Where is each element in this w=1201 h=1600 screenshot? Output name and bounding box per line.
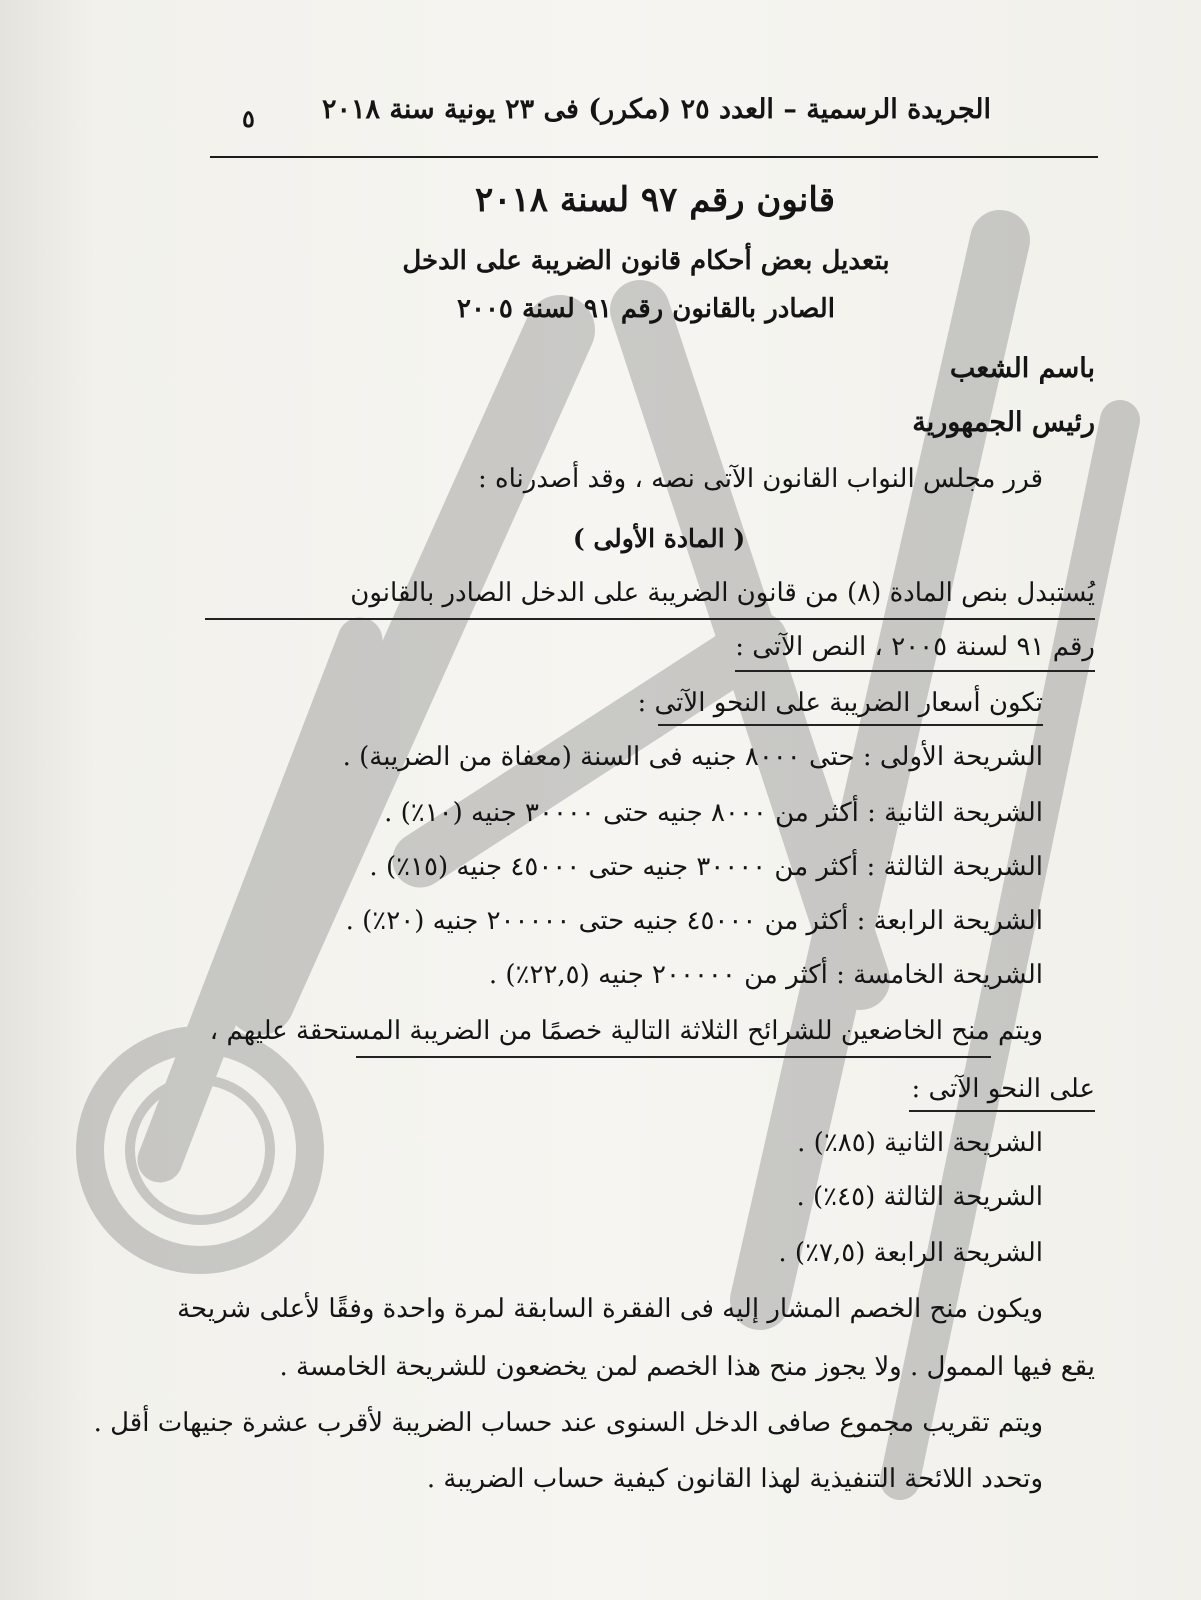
discount-bracket-2: الشريحة الثالثة (٤٥٪) . bbox=[796, 1182, 1043, 1212]
discount-bracket-3: الشريحة الرابعة (٧,٥٪) . bbox=[778, 1238, 1043, 1268]
regulations-paragraph: وتحدد اللائحة التنفيذية لهذا القانون كيفية حساب الضريبة . bbox=[426, 1464, 1043, 1494]
gazette-header: الجريدة الرسمية – العدد ٢٥ (مكرر) فى ٢٣ يونية سنة ٢٠١٨ bbox=[322, 94, 991, 125]
rates-intro: تكون أسعار الضريبة على النحو الآتى : bbox=[637, 688, 1043, 718]
underline-2 bbox=[735, 670, 1095, 672]
bracket-line-3: الشريحة الثالثة : أكثر من ٣٠٠٠٠ جنيه حتى ٤٥٠٠٠ جنيه (١٥٪) . bbox=[369, 852, 1043, 882]
article-heading: ( المادة الأولى ) bbox=[572, 524, 746, 553]
underline-1 bbox=[205, 618, 1095, 620]
underline-4 bbox=[356, 1056, 991, 1058]
once-paragraph-line-1: ويكون منح الخصم المشار إليه فى الفقرة السابقة لمرة واحدة وفقًا لأعلى شريحة bbox=[177, 1294, 1043, 1324]
article-paragraph-line-1: يُستبدل بنص المادة (٨) من قانون الضريبة على الدخل الصادر بالقانون bbox=[350, 578, 1095, 608]
discount-line-1: ويتم منح الخاضعين للشرائح الثلاثة التالية خصمًا من الضريبة المستحقة عليهم ، bbox=[209, 1016, 1043, 1046]
bracket-line-1: الشريحة الأولى : حتى ٨٠٠٠ جنيه فى السنة (معفاة من الضريبة) . bbox=[342, 742, 1043, 772]
bracket-line-5: الشريحة الخامسة : أكثر من ٢٠٠٠٠٠ جنيه (٢٢,٥٪) . bbox=[488, 960, 1043, 990]
underline-3 bbox=[658, 724, 1043, 726]
page-number: ٥ bbox=[242, 104, 255, 133]
once-paragraph-line-2: يقع فيها الممول . ولا يجوز منح هذا الخصم لمن يخضعون للشريحة الخامسة . bbox=[279, 1352, 1095, 1382]
president-heading: رئيس الجمهورية bbox=[912, 407, 1095, 438]
law-title: قانون رقم ٩٧ لسنة ٢٠١٨ bbox=[474, 180, 836, 220]
header-divider bbox=[210, 156, 1098, 158]
article-paragraph-line-2: رقم ٩١ لسنة ٢٠٠٥ ، النص الآتى : bbox=[735, 632, 1095, 662]
decree-text: قرر مجلس النواب القانون الآتى نصه ، وقد أصدرناه : bbox=[477, 464, 1043, 494]
law-subtitle-2: الصادر بالقانون رقم ٩١ لسنة ٢٠٠٥ bbox=[457, 294, 835, 324]
underline-5 bbox=[909, 1110, 1095, 1112]
law-subtitle-1: بتعديل بعض أحكام قانون الضريبة على الدخل bbox=[402, 246, 890, 276]
bracket-line-4: الشريحة الرابعة : أكثر من ٤٥٠٠٠ جنيه حتى ٢٠٠٠٠٠ جنيه (٢٠٪) . bbox=[345, 906, 1043, 936]
rounding-paragraph: ويتم تقريب مجموع صافى الدخل السنوى عند حساب الضريبة لأقرب عشرة جنيهات أقل . bbox=[93, 1408, 1043, 1438]
discount-line-2: على النحو الآتى : bbox=[911, 1074, 1095, 1104]
in-name-of-people: باسم الشعب bbox=[949, 353, 1095, 384]
bracket-line-2: الشريحة الثانية : أكثر من ٨٠٠٠ جنيه حتى ٣٠٠٠٠ جنيه (١٠٪) . bbox=[384, 798, 1043, 828]
discount-bracket-1: الشريحة الثانية (٨٥٪) . bbox=[797, 1128, 1043, 1158]
